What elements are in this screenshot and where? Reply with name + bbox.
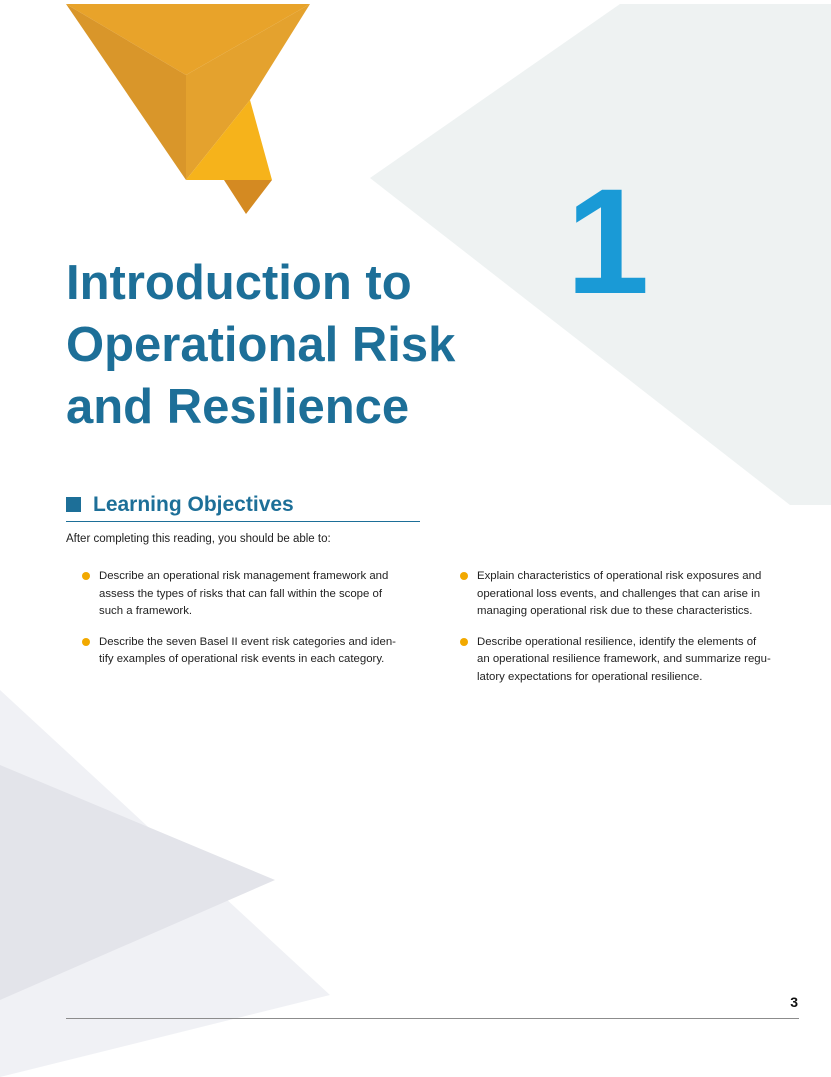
chapter-number: 1 <box>566 157 650 325</box>
objective-line: such a framework. <box>99 605 193 617</box>
chapter-title <box>66 252 566 438</box>
bullet-dot-icon <box>82 572 90 580</box>
chapter-title-line: Operational Risk <box>66 318 456 372</box>
chapter-title-line: and Resilience <box>66 380 410 434</box>
objective-line: Explain characteristics of operational risk exposures and <box>477 570 762 582</box>
objectives-intro: After completing this reading, you should be able to: <box>66 533 331 545</box>
objective-item <box>82 568 407 621</box>
objective-item <box>82 634 407 669</box>
learning-objectives-header <box>66 492 420 522</box>
objective-item <box>460 568 785 621</box>
section-title: Learning Objectives <box>93 493 294 516</box>
objective-line: operational loss events, and challenges that can arise in <box>477 587 761 600</box>
objective-line: an operational resilience framework, and summarize regu- <box>477 653 771 665</box>
objectives-left-column <box>82 568 407 682</box>
chapter-title-line: Introduction to <box>66 256 412 310</box>
objective-line: latory expectations for operational resilience. <box>477 670 703 683</box>
objective-line: Describe operational resilience, identify the elements of <box>477 635 757 648</box>
bullet-dot-icon <box>460 638 468 646</box>
section-square-icon <box>66 497 81 512</box>
bullet-dot-icon <box>82 638 90 646</box>
objectives-right-column <box>460 568 785 699</box>
footer-rule <box>66 1018 799 1019</box>
objective-line: assess the types of risks that can fall within the scope of <box>99 587 383 600</box>
objective-line: tify examples of operational risk events in each category. <box>99 653 385 665</box>
objective-line: Describe an operational risk management framework and <box>99 570 389 582</box>
objective-line: Describe the seven Basel II event risk categories and iden- <box>99 635 396 648</box>
page-number: 3 <box>790 994 798 1010</box>
objective-item <box>460 634 785 687</box>
objective-line: managing operational risk due to these characteristics. <box>477 605 753 617</box>
bullet-dot-icon <box>460 572 468 580</box>
